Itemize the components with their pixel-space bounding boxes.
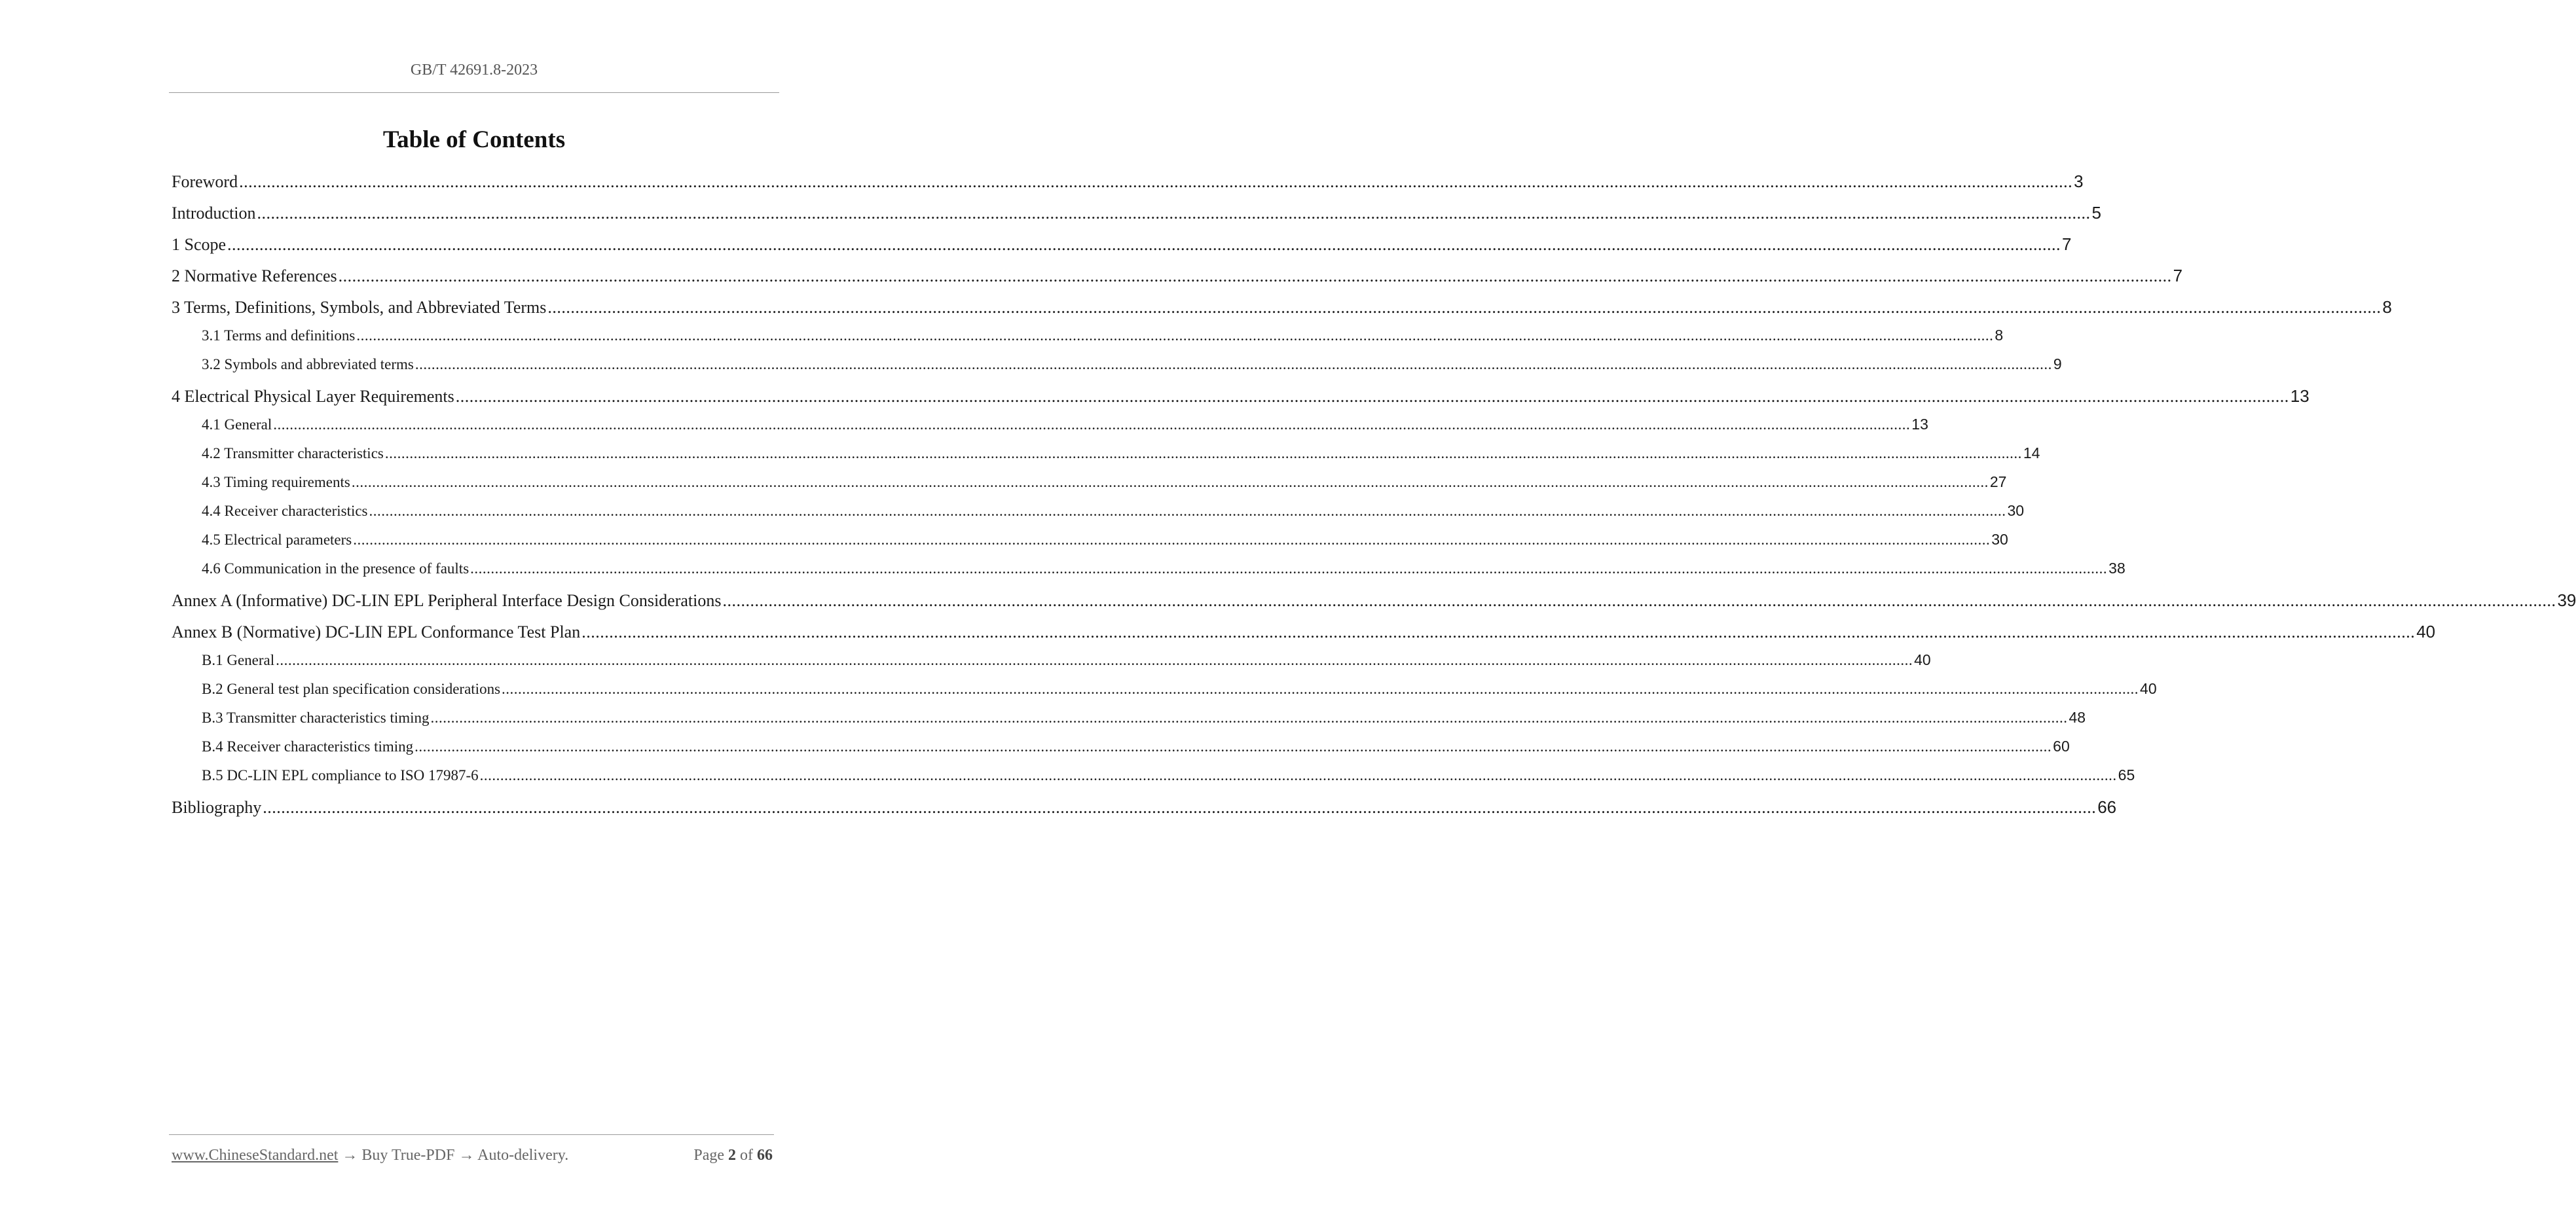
toc-entry-page: 8 — [2382, 297, 2392, 317]
toc-entry[interactable] — [172, 297, 2392, 317]
toc-entry[interactable] — [202, 651, 1931, 669]
dot-leader: ................................................................................................................................................................................................................................................................................................................................................................................................................ — [722, 591, 2556, 610]
dot-leader: ................................................................................................................................................................................................................................................................................................................................................................................................................ — [257, 204, 2091, 223]
toc-entry[interactable] — [172, 234, 2072, 255]
dot-leader: ................................................................................................................................................................................................................................................................................................................................................................................................................ — [430, 710, 2068, 726]
toc-entry-label: B.2 General test plan specification considerations — [202, 681, 501, 697]
toc-entry-label: 4.2 Transmitter characteristics — [202, 445, 384, 461]
document-id-header: GB/T 42691.8-2023 — [410, 62, 538, 79]
page-number-indicator — [693, 1147, 773, 1164]
toc-entry[interactable] — [172, 171, 2084, 192]
dot-leader: ................................................................................................................................................................................................................................................................................................................................................................................................................ — [276, 652, 1913, 668]
toc-entry-page: 8 — [1995, 327, 2004, 344]
toc-entry[interactable] — [172, 622, 2436, 642]
site-link[interactable]: www.ChineseStandard.net — [172, 1147, 339, 1164]
toc-entry-label: B.4 Receiver characteristics timing — [202, 738, 414, 755]
dot-leader: ................................................................................................................................................................................................................................................................................................................................................................................................................ — [547, 298, 2382, 317]
page-word: Page — [693, 1147, 724, 1164]
dot-leader: ................................................................................................................................................................................................................................................................................................................................................................................................................ — [239, 172, 2073, 191]
toc-entry[interactable] — [202, 560, 2125, 577]
toc-entry-label: 4 Electrical Physical Layer Requirements — [172, 387, 454, 406]
toc-entry-label: Foreword — [172, 172, 238, 191]
dot-leader: ................................................................................................................................................................................................................................................................................................................................................................................................................ — [356, 327, 1994, 344]
footer-divider — [169, 1134, 774, 1135]
toc-entry[interactable] — [172, 797, 2117, 818]
toc-entry-label: 1 Scope — [172, 235, 227, 254]
toc-entry[interactable] — [202, 531, 2008, 549]
toc-entry[interactable] — [202, 502, 2025, 520]
toc-entry-page: 27 — [1989, 473, 2007, 490]
toc-entry-label: 4.6 Communication in the presence of faults — [202, 560, 469, 577]
header-divider — [169, 92, 779, 93]
toc-entry[interactable] — [172, 386, 2309, 406]
total-pages-number: 66 — [757, 1147, 773, 1164]
toc-entry[interactable] — [202, 766, 2135, 784]
toc-entry-page: 5 — [2091, 203, 2101, 223]
toc-entry-label: Annex B (Normative) DC-LIN EPL Conformance Test Plan — [172, 622, 581, 641]
toc-entry[interactable] — [202, 416, 1928, 433]
dot-leader: ................................................................................................................................................................................................................................................................................................................................................................................................................ — [414, 738, 2052, 755]
dot-leader: ................................................................................................................................................................................................................................................................................................................................................................................................................ — [479, 767, 2117, 783]
dot-leader: ................................................................................................................................................................................................................................................................................................................................................................................................................ — [338, 266, 2172, 285]
toc-entry-label: B.3 Transmitter characteristics timing — [202, 710, 430, 726]
dot-leader: ................................................................................................................................................................................................................................................................................................................................................................................................................ — [502, 681, 2139, 697]
dot-leader: ................................................................................................................................................................................................................................................................................................................................................................................................................ — [470, 560, 2108, 577]
dot-leader: ................................................................................................................................................................................................................................................................................................................................................................................................................ — [351, 474, 1989, 490]
toc-entry-label: Annex A (Informative) DC-LIN EPL Peripheral Interface Design Considerations — [172, 591, 722, 610]
toc-entry[interactable] — [202, 738, 2070, 755]
footer-promo — [172, 1147, 568, 1164]
toc-entry-page: 30 — [2007, 502, 2025, 519]
toc-entry[interactable] — [202, 473, 2007, 491]
dot-leader: ................................................................................................................................................................................................................................................................................................................................................................................................................ — [455, 387, 2289, 406]
dot-leader: ................................................................................................................................................................................................................................................................................................................................................................................................................ — [414, 356, 2052, 372]
toc-entry-page: 40 — [1914, 651, 1931, 668]
toc-entry-page: 14 — [2023, 444, 2040, 461]
toc-entry[interactable] — [172, 266, 2183, 286]
toc-entry-label: 3 Terms, Definitions, Symbols, and Abbreviated Terms — [172, 298, 547, 317]
toc-entry-page: 40 — [2140, 680, 2157, 697]
toc-entry-label: Introduction — [172, 204, 256, 223]
toc-entry-page: 7 — [2062, 234, 2072, 254]
toc-entry[interactable] — [202, 355, 2062, 373]
dot-leader: ................................................................................................................................................................................................................................................................................................................................................................................................................ — [384, 445, 2022, 461]
toc-entry-page: 40 — [2416, 622, 2436, 641]
toc-entry-page: 38 — [2108, 560, 2125, 577]
toc-entry-label: 3.1 Terms and definitions — [202, 327, 356, 344]
dot-leader: ................................................................................................................................................................................................................................................................................................................................................................................................................ — [369, 503, 2006, 519]
toc-entry[interactable] — [202, 680, 2157, 698]
toc-entry[interactable] — [202, 327, 2004, 344]
toc-entry-page: 65 — [2118, 766, 2135, 783]
toc-entry-label: 4.5 Electrical parameters — [202, 531, 352, 548]
toc-entry-label: 4.3 Timing requirements — [202, 474, 350, 490]
toc-entry-label: B.1 General — [202, 652, 275, 668]
dot-leader: ................................................................................................................................................................................................................................................................................................................................................................................................................ — [353, 531, 1991, 548]
toc-entry[interactable] — [202, 709, 2086, 727]
toc-entry-page: 13 — [1911, 416, 1928, 433]
of-word: of — [740, 1147, 753, 1164]
toc-entry-label: B.5 DC-LIN EPL compliance to ISO 17987-6 — [202, 767, 479, 783]
page-title: Table of Contents — [382, 126, 566, 153]
toc-entry[interactable] — [172, 203, 2101, 223]
toc-entry-page: 48 — [2069, 709, 2086, 726]
dot-leader: ................................................................................................................................................................................................................................................................................................................................................................................................................ — [227, 235, 2061, 254]
toc-entry-page: 9 — [2053, 355, 2062, 372]
toc-entry-label: Bibliography — [172, 798, 262, 817]
toc-entry-page: 66 — [2097, 797, 2117, 817]
toc-entry-page: 7 — [2173, 266, 2183, 285]
toc-entry[interactable] — [172, 590, 2576, 611]
dot-leader: ................................................................................................................................................................................................................................................................................................................................................................................................................ — [273, 416, 1911, 433]
toc-entry-page: 60 — [2053, 738, 2070, 755]
toc-entry-page: 13 — [2290, 386, 2309, 406]
toc-entry[interactable] — [202, 444, 2040, 462]
promo-text: → Buy True-PDF → Auto-delivery. — [338, 1147, 569, 1164]
toc-entry-label: 2 Normative References — [172, 266, 337, 285]
toc-entry-label: 3.2 Symbols and abbreviated terms — [202, 356, 414, 372]
toc-entry-page: 39 — [2557, 590, 2576, 610]
toc-entry-label: 4.4 Receiver characteristics — [202, 503, 368, 519]
toc-entry-label: 4.1 General — [202, 416, 272, 433]
dot-leader: ................................................................................................................................................................................................................................................................................................................................................................................................................ — [581, 622, 2416, 641]
dot-leader: ................................................................................................................................................................................................................................................................................................................................................................................................................ — [263, 798, 2097, 817]
toc-entry-page: 30 — [1991, 531, 2008, 548]
toc-entry-page: 3 — [2074, 171, 2084, 191]
current-page-number: 2 — [728, 1147, 736, 1164]
